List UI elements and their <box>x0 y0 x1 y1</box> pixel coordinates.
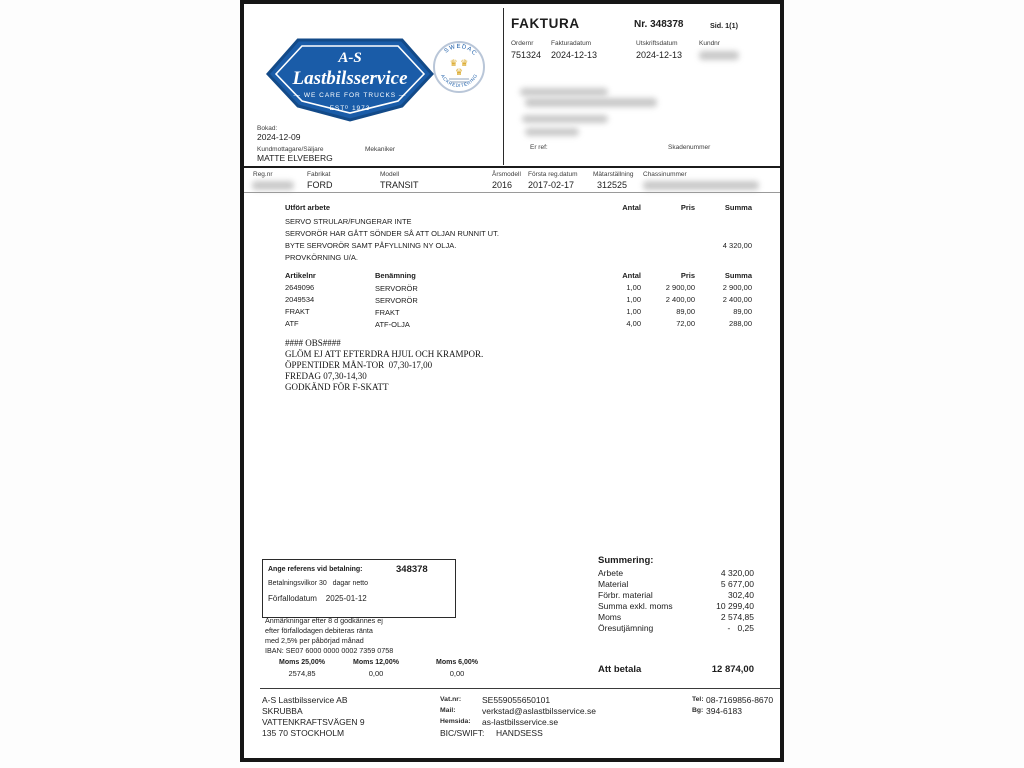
article-row-artikelnr: ATF <box>285 319 299 328</box>
logo-line2: Lastbilsservice <box>292 68 408 89</box>
articles-antal-header: Antal <box>622 271 641 280</box>
article-row-artikelnr: 2649096 <box>285 283 315 292</box>
footer-bg-value: 394-6183 <box>706 706 742 716</box>
bokad-label: Bokad: <box>257 125 278 132</box>
article-row-benamning: SERVORÖR <box>375 284 418 293</box>
redacted-address-line-3 <box>522 115 608 123</box>
article-row-benamning: ATF-OLJA <box>375 320 410 329</box>
vat-6-value: 0,00 <box>449 669 465 678</box>
summary-title: Summering: <box>598 555 654 566</box>
arsmodell-value: 2016 <box>492 180 513 190</box>
vat-12-label: Moms 12,00% <box>353 659 399 666</box>
vat-6-label: Moms 6,00% <box>435 659 479 666</box>
article-row-antal: 1,00 <box>626 283 641 292</box>
article-row-pris: 72,00 <box>676 319 695 328</box>
summary-row-value: 2 574,85 <box>720 612 754 622</box>
bokad-value: 2024-12-09 <box>257 132 301 142</box>
payment-ref-value: 348378 <box>396 564 428 575</box>
logo-tagline: — WE CARE FOR TRUCKS — <box>293 92 407 99</box>
notes-line: FREDAG 07,30-14,30 <box>285 371 367 381</box>
notes-line: GODKÄND FÖR F-SKATT <box>285 382 389 392</box>
footer-vatnr-value: SE559055650101 <box>482 695 551 705</box>
rule-header-bottom <box>244 166 780 168</box>
footer-mail-label: Mail: <box>440 707 456 714</box>
utskriftsdatum-label: Utskriftsdatum <box>636 40 678 47</box>
remarks-line: med 2,5% per påbörjad månad <box>265 636 364 645</box>
seal-arc-bottom: ACKREDITERING <box>439 72 479 89</box>
footer-bg-label: Bg: <box>692 707 704 714</box>
payment-reference-box <box>262 559 456 618</box>
work-title: Utfört arbete <box>285 203 331 212</box>
doc-title: FAKTURA <box>511 16 580 31</box>
summary-row-label: Material <box>598 579 629 589</box>
articles-pris-header: Pris <box>680 271 695 280</box>
work-row-text: SERVO STRULAR/FUNGERAR INTE <box>285 217 412 226</box>
footer-vatnr-label: Vat.nr: <box>440 696 462 703</box>
summary-row-label: Summa exkl. moms <box>598 601 673 611</box>
matarstallning-label: Mätarställning <box>593 171 634 178</box>
work-pris-header: Pris <box>680 203 695 212</box>
article-row-artikelnr: 2049534 <box>285 295 315 304</box>
notes-line: GLÖM EJ ATT EFTERDRA HJUL OCH KRAMPOR. <box>285 349 484 359</box>
forsta-reg-value: 2017-02-17 <box>528 180 575 190</box>
footer-bic-value: HANDSESS <box>496 728 543 738</box>
footer-tel-label: Tel: <box>692 696 704 703</box>
payment-terms: Betalningsvilkor 30 dagar netto <box>268 580 369 587</box>
article-row-artikelnr: FRAKT <box>285 307 310 316</box>
work-row-summa: 4 320,00 <box>722 241 752 250</box>
remarks-iban: IBAN: SE07 6000 0000 0002 7359 0758 <box>265 646 394 655</box>
article-row-antal: 1,00 <box>626 307 641 316</box>
article-row-summa: 89,00 <box>733 307 752 316</box>
fabrikat-value: FORD <box>307 180 333 190</box>
mekaniker-label: Mekaniker <box>365 146 395 153</box>
summary-row-label: Arbete <box>598 568 624 578</box>
kundnr-label: Kundnr <box>699 40 720 47</box>
article-row-benamning: SERVORÖR <box>375 296 418 305</box>
matarstallning-value: 312525 <box>597 180 628 190</box>
summary-row-label: Öresutjämning <box>598 623 654 633</box>
header-divider <box>503 8 504 165</box>
work-row-text: BYTE SERVORÖR SAMT PÅFYLLNING NY OLJA. <box>285 241 457 250</box>
kundmottagare-label: Kundmottagare/Säljare <box>257 146 324 153</box>
total-value: 12 874,00 <box>711 664 754 675</box>
article-row-benamning: FRAKT <box>375 308 400 317</box>
modell-value: TRANSIT <box>380 180 419 190</box>
skadenummer-label: Skadenummer <box>668 144 711 151</box>
footer-hemsida-label: Hemsida: <box>440 718 471 725</box>
seal-arc-top: SWEDAC <box>443 43 478 58</box>
rule-vehicle-bottom <box>244 192 780 193</box>
seal-crowns-top: ♛ ♛ <box>449 58 469 68</box>
fakturadatum-value: 2024-12-13 <box>551 50 598 60</box>
rule-footer-top <box>260 688 780 689</box>
footer-mail-value: verkstad@aslastbilsservice.se <box>482 706 596 716</box>
article-row-pris: 89,00 <box>676 307 695 316</box>
payment-ref-label: Ange referens vid betalning: <box>268 566 363 573</box>
work-row-text: PROVKÖRNING U/A. <box>285 253 358 262</box>
kundmottagare-value: MATTE ELVEBERG <box>257 153 333 163</box>
fabrikat-label: Fabrikat <box>307 171 331 178</box>
total-label: Att betala <box>598 664 642 675</box>
footer-hemsida-value: as-lastbilsservice.se <box>482 717 559 727</box>
articles-artikelnr-header: Artikelnr <box>285 271 316 280</box>
footer-address-line: SKRUBBA <box>262 706 303 716</box>
article-row-summa: 288,00 <box>729 319 752 328</box>
work-row-text: SERVORÖR HAR GÅTT SÖNDER SÅ ATT OLJAN RUNNIT UT. <box>285 229 499 238</box>
remarks-line: efter förfallodagen debiteras ränta <box>265 626 373 635</box>
footer-address-line: VATTENKRAFTSVÄGEN 9 <box>262 717 365 727</box>
work-antal-header: Antal <box>622 203 641 212</box>
summary-row-value: 4 320,00 <box>720 568 754 578</box>
page-number: Sid. 1(1) <box>710 21 738 30</box>
chassinummer-label: Chassinummer <box>643 171 687 178</box>
regnr-label: Reg.nr <box>253 171 273 178</box>
work-summa-header: Summa <box>724 203 752 212</box>
seal-crowns-bottom: ♛ <box>454 67 464 77</box>
redacted-address-line-1 <box>520 88 608 96</box>
summary-row-value: 302,40 <box>728 590 754 600</box>
logo-est: ESTᴰ 1973 <box>329 105 371 112</box>
summary-row-label: Förbr. material <box>598 590 653 600</box>
notes-line: ÖPPENTIDER MÅN-TOR 07,30-17,00 <box>285 360 433 370</box>
article-row-summa: 2 400,00 <box>722 295 752 304</box>
redacted-kundnr <box>699 51 739 60</box>
article-row-antal: 4,00 <box>626 319 641 328</box>
remarks-line: Anmärkningar efter 8 d godkännes ej <box>265 616 383 625</box>
ordernr-label: Ordernr <box>511 40 534 47</box>
notes-obs: #### OBS#### <box>285 338 341 348</box>
redacted-address-line-2 <box>525 98 657 107</box>
footer-bic-label: BIC/SWIFT: <box>440 728 485 738</box>
invoice-sheet <box>240 0 784 762</box>
footer-company-name: A-S Lastbilsservice AB <box>262 695 348 705</box>
summary-row-label: Moms <box>598 612 622 622</box>
summary-row-value: - 0,25 <box>727 623 754 633</box>
summary-row-value: 10 299,40 <box>716 601 754 611</box>
article-row-pris: 2 900,00 <box>665 283 695 292</box>
vat-25-value: 2574,85 <box>288 669 316 678</box>
er-ref-label: Er ref: <box>530 144 548 151</box>
fakturadatum-label: Fakturadatum <box>551 40 592 47</box>
logo-line1: A-S <box>338 50 362 66</box>
summary-row-value: 5 677,00 <box>720 579 754 589</box>
article-row-antal: 1,00 <box>626 295 641 304</box>
payment-due-date: Förfallodatum 2025-01-12 <box>268 594 367 603</box>
footer-address-line: 135 70 STOCKHOLM <box>262 728 345 738</box>
forsta-reg-label: Första reg.datum <box>528 171 578 178</box>
footer-tel-value: 08-7169856-8670 <box>706 695 774 705</box>
article-row-pris: 2 400,00 <box>665 295 695 304</box>
redacted-chassinummer <box>643 181 759 190</box>
articles-benamning-header: Benämning <box>375 271 416 280</box>
redacted-regnr <box>252 181 294 190</box>
ordernr-value: 751324 <box>511 50 542 60</box>
vat-12-value: 0,00 <box>368 669 384 678</box>
company-logo <box>266 34 434 124</box>
utskriftsdatum-value: 2024-12-13 <box>636 50 683 60</box>
article-row-summa: 2 900,00 <box>722 283 752 292</box>
modell-label: Modell <box>380 171 400 178</box>
swedac-seal-icon <box>432 40 486 94</box>
arsmodell-label: Årsmodell <box>492 171 521 178</box>
invoice-number: Nr. 348378 <box>634 19 684 30</box>
redacted-address-line-4 <box>525 128 579 136</box>
vat-25-label: Moms 25,00% <box>279 659 325 666</box>
articles-summa-header: Summa <box>724 271 752 280</box>
